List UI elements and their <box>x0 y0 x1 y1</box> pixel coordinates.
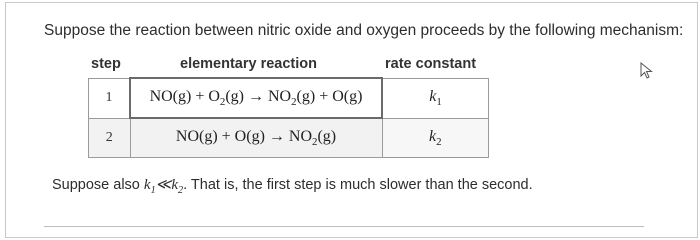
table-row <box>89 118 489 158</box>
mechanism-table <box>88 77 489 158</box>
step-number: 2 <box>89 118 131 158</box>
answer-area-edge <box>44 226 644 227</box>
question-intro-text: Suppose the reaction between nitric oxide and oxygen proceeds by the following mechanism: <box>44 22 684 39</box>
header-elementary-reaction: elementary reaction <box>180 56 318 72</box>
rate-constant: $k_2$ <box>382 118 489 158</box>
elementary-reaction: $NO(g) + O_2(g) \to NO_2(g) + O(g)$ <box>130 78 382 118</box>
step-number: 1 <box>89 78 131 118</box>
header-rate-constant: rate constant <box>385 56 477 72</box>
elementary-reaction: $NO(g) + O(g) \to NO_2(g)$ <box>130 118 382 158</box>
mouse-pointer-icon <box>640 62 654 80</box>
header-step: step <box>91 56 121 72</box>
table-row <box>89 78 489 118</box>
question-condition-text: Suppose also $k_1≪k_2$. That is, the first step is much slower than the second. <box>52 177 533 196</box>
rate-constant: $k_1$ <box>382 78 489 118</box>
